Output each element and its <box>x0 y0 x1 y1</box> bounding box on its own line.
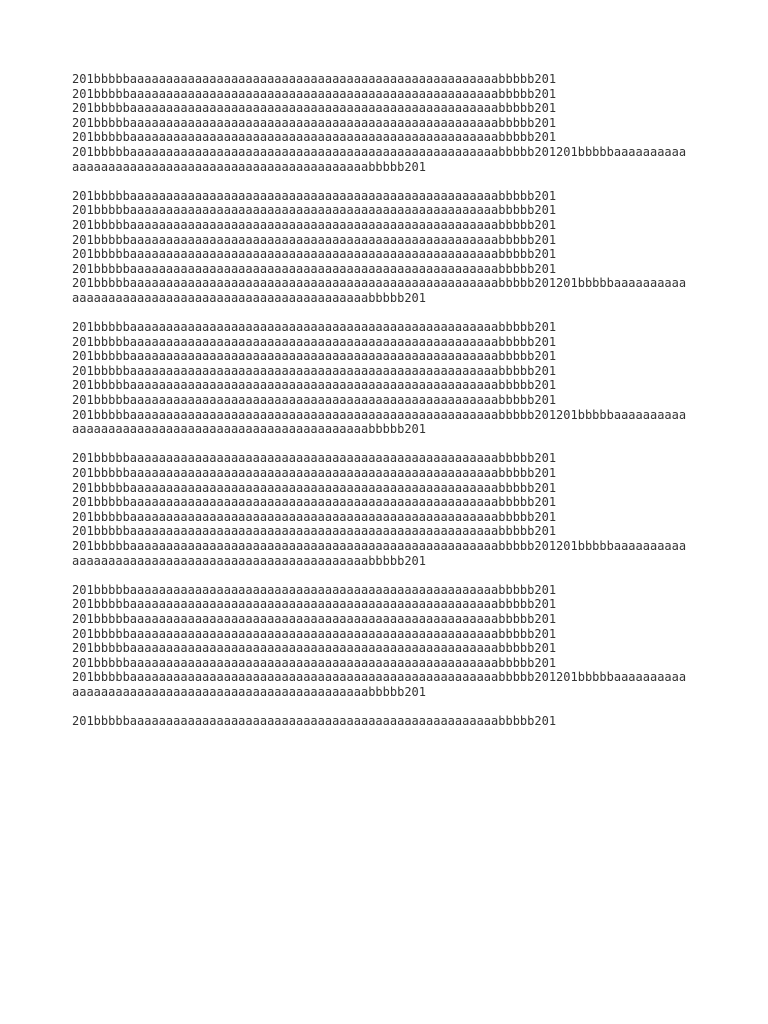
text-line: 201bbbbbaaaaaaaaaaaaaaaaaaaaaaaaaaaaaaaaaaaaaaaaaaaaaaaaaaabbbbb201 <box>72 626 557 641</box>
paragraph <box>72 451 702 568</box>
text-line: 201bbbbbaaaaaaaaaaaaaaaaaaaaaaaaaaaaaaaaaaaaaaaaaaaaaaaaaaabbbbb201 <box>72 495 557 510</box>
text-line: 201bbbbbaaaaaaaaaaaaaaaaaaaaaaaaaaaaaaaaaaaaaaaaaaaaaaaaaaabbbbb201201bbbbbaaaaaaaaaa <box>72 144 687 159</box>
text-line: aaaaaaaaaaaaaaaaaaaaaaaaaaaaaaaaaaaaaaaaabbbbb201 <box>72 684 427 699</box>
text-line: 201bbbbbaaaaaaaaaaaaaaaaaaaaaaaaaaaaaaaaaaaaaaaaaaaaaaaaaaabbbbb201 <box>72 714 557 729</box>
paragraph <box>72 714 702 729</box>
text-line: 201bbbbbaaaaaaaaaaaaaaaaaaaaaaaaaaaaaaaaaaaaaaaaaaaaaaaaaaabbbbb201201bbbbbaaaaaaaaaa <box>72 670 687 685</box>
text-line: 201bbbbbaaaaaaaaaaaaaaaaaaaaaaaaaaaaaaaaaaaaaaaaaaaaaaaaaaabbbbb201 <box>72 320 557 335</box>
text-line: 201bbbbbaaaaaaaaaaaaaaaaaaaaaaaaaaaaaaaaaaaaaaaaaaaaaaaaaaabbbbb201 <box>72 611 557 626</box>
paragraph <box>72 583 702 700</box>
text-line: 201bbbbbaaaaaaaaaaaaaaaaaaaaaaaaaaaaaaaaaaaaaaaaaaaaaaaaaaabbbbb201 <box>72 378 557 393</box>
text-line: 201bbbbbaaaaaaaaaaaaaaaaaaaaaaaaaaaaaaaaaaaaaaaaaaaaaaaaaaabbbbb201 <box>72 203 557 218</box>
text-line: 201bbbbbaaaaaaaaaaaaaaaaaaaaaaaaaaaaaaaaaaaaaaaaaaaaaaaaaaabbbbb201 <box>72 86 557 101</box>
text-line: 201bbbbbaaaaaaaaaaaaaaaaaaaaaaaaaaaaaaaaaaaaaaaaaaaaaaaaaaabbbbb201 <box>72 641 557 656</box>
text-line: aaaaaaaaaaaaaaaaaaaaaaaaaaaaaaaaaaaaaaaaabbbbb201 <box>72 159 427 174</box>
text-line: 201bbbbbaaaaaaaaaaaaaaaaaaaaaaaaaaaaaaaaaaaaaaaaaaaaaaaaaaabbbbb201 <box>72 524 557 539</box>
text-line: 201bbbbbaaaaaaaaaaaaaaaaaaaaaaaaaaaaaaaaaaaaaaaaaaaaaaaaaaabbbbb201201bbbbbaaaaaaaaaa <box>72 539 687 553</box>
text-line: 201bbbbbaaaaaaaaaaaaaaaaaaaaaaaaaaaaaaaaaaaaaaaaaaaaaaaaaaabbbbb201 <box>72 334 557 349</box>
text-line: aaaaaaaaaaaaaaaaaaaaaaaaaaaaaaaaaaaaaaaaabbbbb201 <box>72 553 427 568</box>
text-line: 201bbbbbaaaaaaaaaaaaaaaaaaaaaaaaaaaaaaaaaaaaaaaaaaaaaaaaaaabbbbb201 <box>72 349 557 364</box>
text-line: 201bbbbbaaaaaaaaaaaaaaaaaaaaaaaaaaaaaaaaaaaaaaaaaaaaaaaaaaabbbbb201 <box>72 480 557 495</box>
text-line: 201bbbbbaaaaaaaaaaaaaaaaaaaaaaaaaaaaaaaaaaaaaaaaaaaaaaaaaaabbbbb201 <box>72 247 557 262</box>
document-page <box>72 72 702 743</box>
text-line: 201bbbbbaaaaaaaaaaaaaaaaaaaaaaaaaaaaaaaaaaaaaaaaaaaaaaaaaaabbbbb201 <box>72 188 557 203</box>
paragraph <box>72 320 702 437</box>
text-line: 201bbbbbaaaaaaaaaaaaaaaaaaaaaaaaaaaaaaaaaaaaaaaaaaaaaaaaaaabbbbb201 <box>72 217 557 232</box>
text-line: 201bbbbbaaaaaaaaaaaaaaaaaaaaaaaaaaaaaaaaaaaaaaaaaaaaaaaaaaabbbbb201 <box>72 451 557 466</box>
text-line: 201bbbbbaaaaaaaaaaaaaaaaaaaaaaaaaaaaaaaaaaaaaaaaaaaaaaaaaaabbbbb201 <box>72 101 557 116</box>
text-line: 201bbbbbaaaaaaaaaaaaaaaaaaaaaaaaaaaaaaaaaaaaaaaaaaaaaaaaaaabbbbb201 <box>72 232 557 247</box>
text-line: 201bbbbbaaaaaaaaaaaaaaaaaaaaaaaaaaaaaaaaaaaaaaaaaaaaaaaaaaabbbbb201 <box>72 115 557 130</box>
text-line: 201bbbbbaaaaaaaaaaaaaaaaaaaaaaaaaaaaaaaaaaaaaaaaaaaaaaaaaaabbbbb201 <box>72 509 557 524</box>
text-line: 201bbbbbaaaaaaaaaaaaaaaaaaaaaaaaaaaaaaaaaaaaaaaaaaaaaaaaaaabbbbb201 <box>72 655 557 670</box>
text-line: 201bbbbbaaaaaaaaaaaaaaaaaaaaaaaaaaaaaaaaaaaaaaaaaaaaaaaaaaabbbbb201201bbbbbaaaaaaaaaa <box>72 407 687 422</box>
paragraph <box>72 189 702 306</box>
text-line: 201bbbbbaaaaaaaaaaaaaaaaaaaaaaaaaaaaaaaaaaaaaaaaaaaaaaaaaaabbbbb201 <box>72 582 557 597</box>
text-line: 201bbbbbaaaaaaaaaaaaaaaaaaaaaaaaaaaaaaaaaaaaaaaaaaaaaaaaaaabbbbb201 <box>72 393 557 408</box>
text-line: 201bbbbbaaaaaaaaaaaaaaaaaaaaaaaaaaaaaaaaaaaaaaaaaaaaaaaaaaabbbbb201 <box>72 130 557 145</box>
text-line: aaaaaaaaaaaaaaaaaaaaaaaaaaaaaaaaaaaaaaaaabbbbb201 <box>72 422 427 437</box>
text-line: 201bbbbbaaaaaaaaaaaaaaaaaaaaaaaaaaaaaaaaaaaaaaaaaaaaaaaaaaabbbbb201 <box>72 363 557 378</box>
text-line: aaaaaaaaaaaaaaaaaaaaaaaaaaaaaaaaaaaaaaaaabbbbb201 <box>72 290 427 305</box>
text-line: 201bbbbbaaaaaaaaaaaaaaaaaaaaaaaaaaaaaaaaaaaaaaaaaaaaaaaaaaabbbbb201 <box>72 261 557 276</box>
text-line: 201bbbbbaaaaaaaaaaaaaaaaaaaaaaaaaaaaaaaaaaaaaaaaaaaaaaaaaaabbbbb201 <box>72 597 557 612</box>
text-line: 201bbbbbaaaaaaaaaaaaaaaaaaaaaaaaaaaaaaaaaaaaaaaaaaaaaaaaaaabbbbb201 <box>72 72 557 86</box>
text-line: 201bbbbbaaaaaaaaaaaaaaaaaaaaaaaaaaaaaaaaaaaaaaaaaaaaaaaaaaabbbbb201201bbbbbaaaaaaaaaa <box>72 276 687 291</box>
paragraph <box>72 72 702 174</box>
text-line: 201bbbbbaaaaaaaaaaaaaaaaaaaaaaaaaaaaaaaaaaaaaaaaaaaaaaaaaaabbbbb201 <box>72 466 557 481</box>
